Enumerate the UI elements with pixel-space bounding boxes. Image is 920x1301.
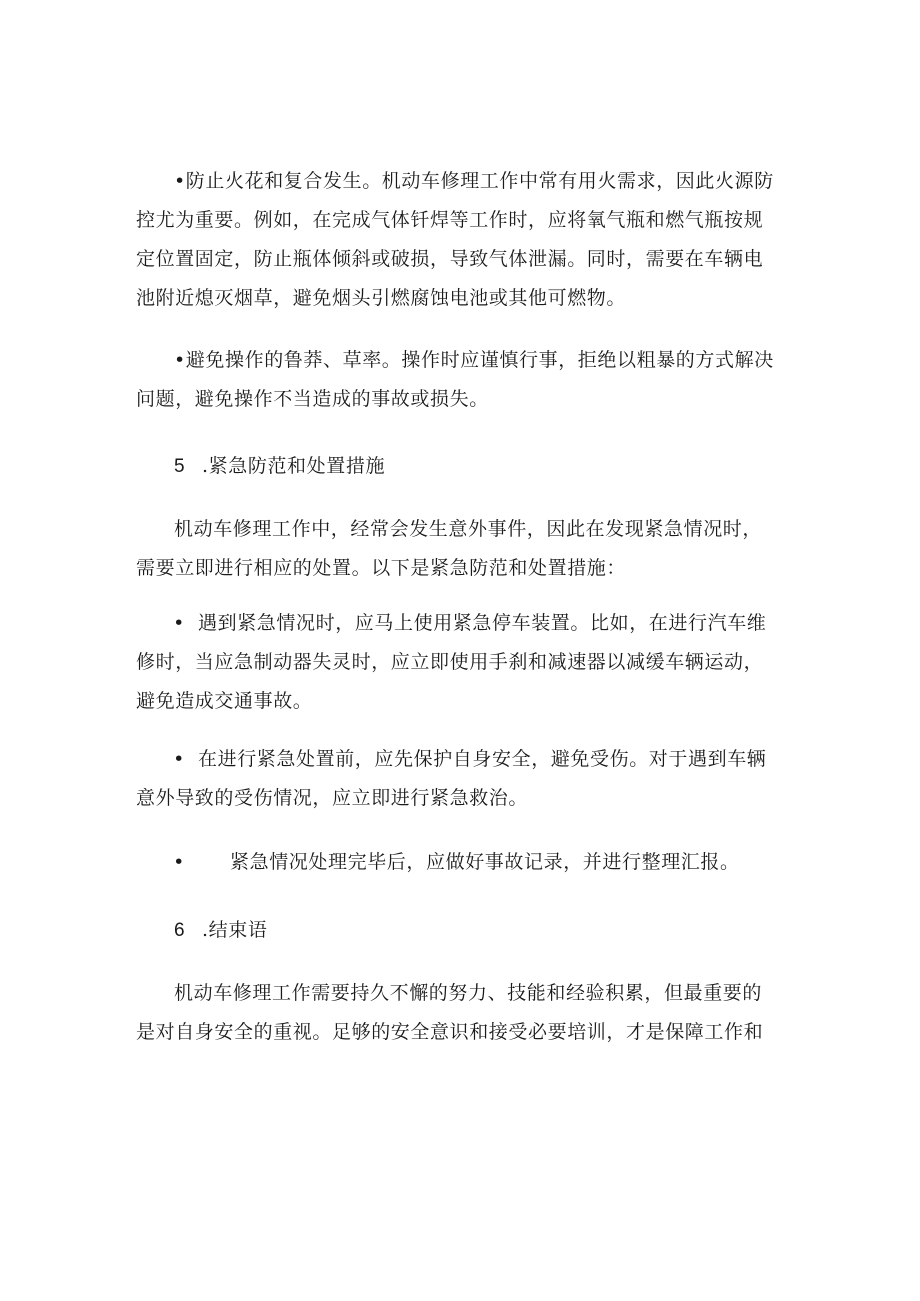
text-line: 需要立即进行相应的处置。以下是紧急防范和处置措施： xyxy=(136,557,627,579)
section-title: .紧急防范和处置措施 xyxy=(202,455,386,477)
bullet-item-emergency-stop xyxy=(136,604,788,721)
section-title: .结束语 xyxy=(202,919,268,941)
text-line: 修时，当应急制动器失灵时，应立即使用手刹和减速器以减缓车辆运动， xyxy=(136,651,764,673)
text-line: 机动车修理工作需要持久不懈的努力、技能和经验积累，但最重要的 xyxy=(174,982,763,1004)
text-line: •防止火花和复合发生。机动车修理工作中常有用火需求，因此火源防 xyxy=(174,170,774,192)
text-line: • 在进行紧急处置前，应先保护自身安全，避免受伤。对于遇到车辆 xyxy=(136,740,788,779)
text-line: • 紧急情况处理完毕后，应做好事故记录，并进行整理汇报。 xyxy=(136,843,788,882)
text-line: 避免造成交通事故。 xyxy=(136,690,313,712)
paragraph-avoid-reckless xyxy=(136,341,788,419)
paragraph-emergency-intro xyxy=(136,510,788,588)
text-line: 控尤为重要。例如，在完成气体钎焊等工作时，应将氧气瓶和燃气瓶按规 xyxy=(136,209,764,231)
text-line: • 遇到紧急情况时，应马上使用紧急停车装置。比如，在进行汽车维 xyxy=(136,604,788,643)
bullet-item-self-protection xyxy=(136,740,788,818)
section-heading-6 xyxy=(174,911,267,950)
bullet-marker: • xyxy=(173,748,185,770)
text-line: 池附近熄灭烟草，避免烟头引燃腐蚀电池或其他可燃物。 xyxy=(136,287,627,309)
bullet-marker: • xyxy=(173,612,185,634)
section-number: 6 xyxy=(174,920,186,941)
text-line: 是对自身安全的重视。足够的安全意识和接受必要培训，才是保障工作和 xyxy=(136,1021,764,1043)
section-heading-5 xyxy=(174,447,385,486)
section-number: 5 xyxy=(174,456,186,477)
paragraph-conclusion xyxy=(136,974,788,1052)
text-line: 意外导致的受伤情况，应立即进行紧急救治。 xyxy=(136,787,529,809)
paragraph-fire-prevention xyxy=(136,162,788,318)
bullet-marker: • xyxy=(173,851,185,873)
text-line: 问题，避免操作不当造成的事故或损失。 xyxy=(136,388,489,410)
text-line: 机动车修理工作中，经常会发生意外事件，因此在发现紧急情况时， xyxy=(174,518,763,540)
text-line: 定位置固定，防止瓶体倾斜或破损，导致气体泄漏。同时，需要在车辆电 xyxy=(136,248,764,270)
bullet-item-record-report xyxy=(136,843,788,882)
text-line: •避免操作的鲁莽、草率。操作时应谨慎行事，拒绝以粗暴的方式解决 xyxy=(174,349,774,371)
